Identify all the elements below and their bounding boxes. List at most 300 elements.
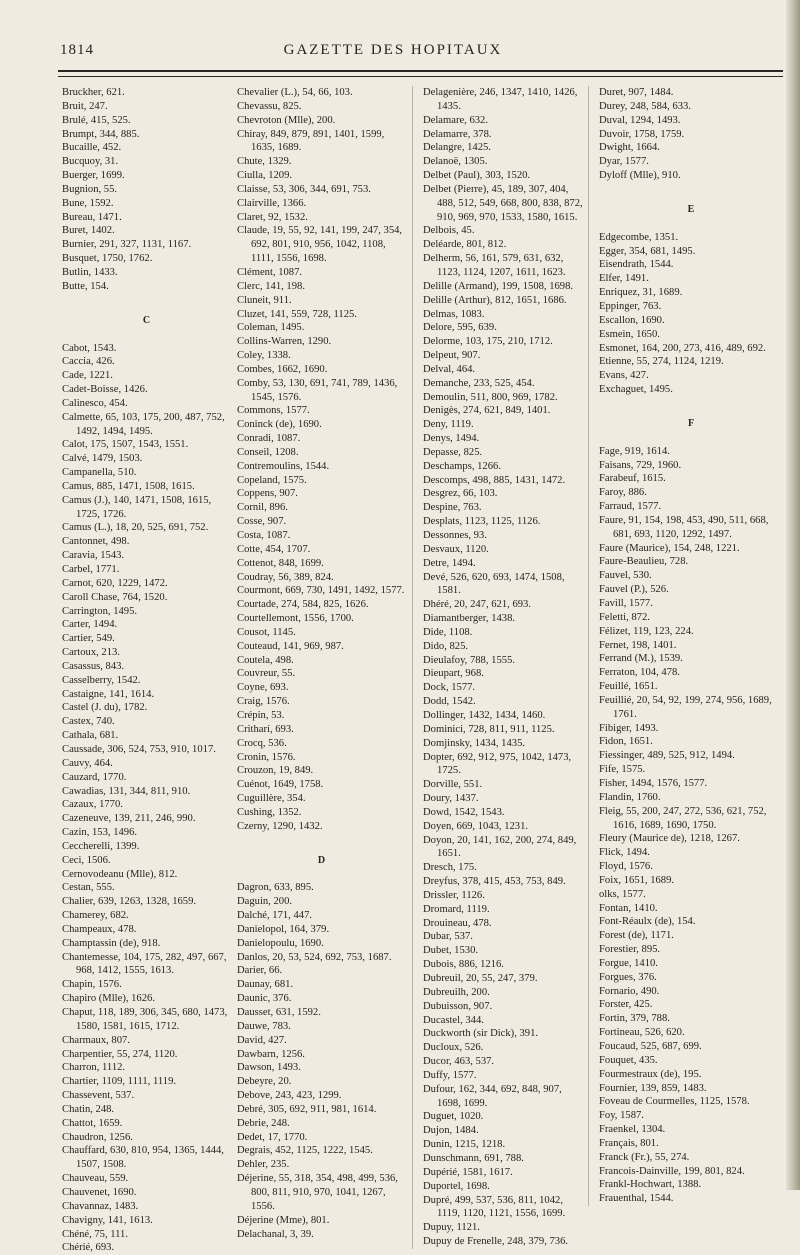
index-entry: Fauvel (P.), 526. [599,584,669,596]
header-rule-thick [58,70,783,72]
index-entry: Ciulla, 1209. [237,170,293,182]
index-entry: Clerc, 141, 198. [237,280,305,292]
index-entry: Duval, 1294, 1493. [599,114,681,126]
index-entry: Delorme, 103, 175, 210, 1712. [423,336,553,348]
index-entry: Cushing, 1352. [237,806,302,818]
index-entry: Desplats, 1123, 1125, 1126. [423,516,541,528]
index-entry: Courmont, 669, 730, 1491, 1492, 1577. [237,585,405,597]
index-entry: Bureau, 1471. [62,211,122,223]
index-entry: Desgrez, 66, 103. [423,488,498,500]
index-entry: Dresch, 175. [423,862,477,874]
index-entry: Dauwe, 783. [237,1020,291,1032]
index-entry: Doyen, 669, 1043, 1231. [423,820,529,832]
index-entry: Brulé, 415, 525. [62,114,131,126]
index-entry: Félizet, 119, 123, 224. [599,625,694,637]
index-entry: Dominici, 728, 811, 911, 1125. [423,723,555,735]
index-entry: Cluzet, 141, 559, 728, 1125. [237,308,357,320]
index-entry: Castaigne, 141, 1614. [62,688,155,700]
index-entry: Chavigny, 141, 1613. [62,1214,153,1226]
index-entry: Fouquet, 435. [599,1054,658,1066]
index-entry: Detre, 1494. [423,557,476,569]
index-entry: Contremoulins, 1544. [237,460,330,472]
index-entry: Faure (Maurice), 154, 248, 1221. [599,542,740,554]
index-entry: Cuénot, 1649, 1758. [237,779,324,791]
index-entry: Cuguillère, 354. [237,793,306,805]
index-entry: Deny, 1119. [423,419,474,431]
index-entry: Dido, 825. [423,640,469,652]
index-entry: Copeland, 1575. [237,474,307,486]
index-entry: Daunay, 681. [237,979,294,991]
index-entry: Feuillé, 1651. [599,681,658,693]
section-letter-heading: D [317,854,327,866]
index-entry: Enriquez, 31, 1689. [599,287,683,299]
index-entry: Crépin, 53. [237,709,285,721]
index-entry: Denigès, 274, 621, 849, 1401. [423,405,551,417]
index-entry: Cernovodeanu (Mlle), 812. [62,868,178,880]
index-entry: Buerger, 1699. [62,170,125,182]
index-entry: Debeyre, 20. [237,1076,292,1088]
index-entry: Chauvenet, 1690. [62,1186,137,1198]
index-entry: Cazin, 153, 1496. [62,827,138,839]
index-entry: Brumpt, 344, 885. [62,128,140,140]
index-entry: Chérié, 693. [62,1242,115,1254]
index-entry: Delachanal, 3, 39. [237,1228,314,1240]
index-entry: Frankl-Hochwart, 1388. [599,1179,702,1191]
index-entry: Flick, 1494. [599,847,650,859]
index-entry: Chaudron, 1256. [62,1131,133,1143]
index-entry: Dyloff (Mlle), 910. [599,170,681,182]
index-entry: Chauveau, 559. [62,1173,129,1185]
index-entry: Delbet (Paul), 303, 1520. [423,170,531,182]
index-entry: Delille (Armand), 199, 1508, 1698. [423,280,574,292]
index-entry: Calvé, 1479, 1503. [62,453,143,465]
index-entry: Déjerine (Mme), 801. [237,1214,330,1226]
index-entry: Dopter, 692, 912, 975, 1042, 1473, 1725. [423,751,572,777]
index-entry: Dawson, 1493. [237,1062,301,1074]
index-entry: Feletti, 872. [599,611,650,623]
index-entry: Cazeneuve, 139, 211, 246, 990. [62,813,196,825]
index-entry: Calinesco, 454. [62,397,128,409]
index-entry: Chavannaz, 1483. [62,1200,139,1212]
index-entry: Delamarre, 378. [423,128,492,140]
index-entry: Duffy, 1577. [423,1069,477,1081]
index-entry: Dausset, 631, 1592. [237,1007,321,1018]
index-entry: Daguin, 200. [237,896,293,908]
index-entry: Frauenthal, 1544. [599,1193,674,1205]
index-entry: Chatin, 248. [62,1103,115,1115]
index-entry: Faure, 91, 154, 198, 453, 490, 511, 668, 681, 693, 1120, 1292, 1497. [599,514,769,540]
index-entry: Fraenkel, 1304. [599,1124,666,1136]
index-entry: Fisher, 1494, 1576, 1577. [599,777,708,789]
index-entry: Cartoux, 213. [62,647,120,659]
index-entry: Dessonnes, 93. [423,530,487,541]
index-entry: Fournier, 139, 859, 1483. [599,1082,707,1094]
index-entry: Faroy, 886. [599,487,647,499]
index-entry: Dorville, 551. [423,779,483,791]
index-entry: Ceci, 1506. [62,854,111,866]
index-entry: Diamantberger, 1438. [423,613,516,625]
index-entry: Chassevent, 537. [62,1090,135,1102]
index-entry: Dromard, 1119. [423,903,490,915]
index-entry: Duret, 907, 1484. [599,87,674,98]
index-entry: Charron, 1112. [62,1062,126,1074]
index-entry: Evans, 427. [599,370,649,382]
index-entry: Danielopoulu, 1690. [237,937,324,949]
index-entry: Franck (Fr.), 55, 274. [599,1151,690,1163]
index-entry: Debré, 305, 692, 911, 981, 1614. [237,1103,377,1115]
index-entry: Claisse, 53, 306, 344, 691, 753. [237,183,371,195]
index-entry: Degrais, 452, 1125, 1222, 1545. [237,1145,373,1157]
index-entry: Faisans, 729, 1960. [599,459,682,471]
index-entry: Champeaux, 478. [62,923,137,935]
index-entry: Demoulin, 511, 800, 969, 1782. [423,391,558,403]
index-entry: Fleig, 55, 200, 247, 272, 536, 621, 752, 1616, 1689, 1690, 1750. [599,805,767,831]
index-entry: Camus (J.), 140, 1471, 1508, 1615, 1725, 1726. [62,494,212,520]
index-entry: Castex, 740. [62,716,115,728]
index-entry: Cartier, 549. [62,633,115,645]
index-entry: Casselberry, 1542. [62,674,141,686]
index-entry: Drissler, 1126. [423,889,485,901]
index-entry: Fortin, 379, 788. [599,1013,670,1025]
index-entry: Forestier, 895. [599,944,661,956]
index-entry: Charpentier, 55, 274, 1120. [62,1048,178,1060]
index-entry: Francois-Dainville, 199, 801, 824. [599,1165,745,1177]
index-entry: Clément, 1087. [237,266,303,278]
index-entry: Darier, 66. [237,965,283,977]
index-entry: Delore, 595, 639. [423,322,497,334]
index-column-1 [62,86,232,1255]
index-entry: Depasse, 825. [423,446,483,458]
index-entry: Fontan, 1410. [599,902,658,914]
index-entry: Fife, 1575. [599,764,646,776]
index-entry: Dalché, 171, 447. [237,910,313,922]
index-entry: Caccia, 426. [62,356,115,368]
index-entry: Domjinsky, 1434, 1435. [423,737,526,749]
index-entry: Coley, 1338. [237,350,291,362]
index-entry: Exchaguet, 1495. [599,384,673,396]
index-entry: Dock, 1577. [423,682,476,694]
index-entry: Chantemesse, 104, 175, 282, 497, 667, 968, 1412, 1555, 1613. [62,951,227,977]
index-entry: Collins-Warren, 1290. [237,336,332,348]
index-entry: Bruit, 247. [62,100,108,112]
index-entry: Chiray, 849, 879, 891, 1401, 1599, 1635, 1689. [237,128,385,154]
index-entry: Foix, 1651, 1689. [599,874,675,886]
index-entry: Etienne, 55, 274, 1124, 1219. [599,356,724,368]
index-entry: Carter, 1494. [62,619,118,631]
index-entry: Camus (L.), 18, 20, 525, 691, 752. [62,522,209,534]
index-entry: Czerny, 1290, 1432. [237,820,323,832]
index-entry: Chamerey, 682. [62,910,129,922]
index-entry: Couvreur, 55. [237,668,296,680]
index-entry: Eppinger, 763. [599,300,662,312]
index-entry: Coyne, 693. [237,682,289,694]
index-entry: Fage, 919, 1614. [599,445,670,457]
index-entry: Duportel, 1698. [423,1180,490,1192]
index-entry: Ducloux, 526. [423,1042,484,1054]
index-entry: Ferraton, 104, 478. [599,667,680,679]
index-entry: Delagenière, 246, 1347, 1410, 1426, 1435. [423,87,578,112]
index-entry: Costa, 1087. [237,530,291,541]
index-entry: Descomps, 498, 885, 1431, 1472. [423,474,566,486]
index-entry: Dide, 1108. [423,626,473,638]
index-entry: Commons, 1577. [237,405,310,417]
index-entry: Edgecombe, 1351. [599,231,679,243]
index-entry: Egger, 354, 681, 1495. [599,245,696,257]
index-entry: Chapiro (Mlle), 1626. [62,993,155,1005]
index-entry: Claude, 19, 55, 92, 141, 199, 247, 354, 692, 801, 910, 956, 1042, 1108, 1111, 1556, 1698. [237,225,403,265]
index-entry: Cluneit, 911. [237,294,292,306]
index-entry: Farabeuf, 1615. [599,473,666,485]
index-entry: Chéné, 75, 111. [62,1228,129,1240]
index-entry: Deléarde, 801, 812. [423,239,507,251]
index-entry: Fleury (Maurice de), 1218, 1267. [599,833,740,845]
index-entry: Calot, 175, 1507, 1543, 1551. [62,439,189,451]
index-entry: Fernet, 198, 1401. [599,639,677,651]
index-entry: Carnot, 620, 1229, 1472. [62,577,168,589]
index-entry: Dujon, 1484. [423,1125,479,1137]
index-entry: Farraud, 1577. [599,501,662,513]
index-entry: Couteaud, 141, 969, 987. [237,640,344,652]
index-entry: Dollinger, 1432, 1434, 1460. [423,709,546,721]
index-entry: Ceccherelli, 1399. [62,840,140,852]
index-entry: Calmette, 65, 103, 175, 200, 487, 752, 1492, 1494, 1495. [62,411,225,437]
index-entry: Cottenot, 848, 1699. [237,557,324,569]
index-entry: Courtellemont, 1556, 1700. [237,613,354,625]
index-entry: Dubreuilh, 200. [423,986,490,998]
section-letter-heading: F [687,417,696,429]
index-entry: Buret, 1402. [62,225,115,237]
index-entry: Daunic, 376. [237,993,292,1005]
section-letter-heading: E [687,203,696,215]
index-entry: Busquet, 1750, 1762. [62,253,153,265]
index-entry: olks, 1577. [599,888,646,900]
index-entry: Delbois, 45. [423,225,475,237]
index-entry: Dedet, 17, 1770. [237,1131,308,1143]
index-column-4 [588,86,784,1206]
index-entry: Dunin, 1215, 1218. [423,1139,506,1151]
section-letter-heading: C [142,314,152,326]
index-entry: Duvoir, 1758, 1759. [599,128,685,140]
index-column-2 [237,86,407,1241]
header-rule-thin [58,76,783,77]
index-entry: Dubet, 1530. [423,945,479,957]
index-entry: Dagron, 633, 895. [237,882,314,894]
index-entry: Cosse, 907. [237,516,287,528]
index-entry: Castel (J. du), 1782. [62,702,148,714]
index-entry: Dupuy, 1121. [423,1222,480,1234]
index-entry: Bruckher, 621. [62,87,125,98]
index-entry: Cade, 1221. [62,370,113,382]
index-entry: Despine, 763. [423,502,482,514]
index-entry: Chapin, 1576. [62,979,122,991]
index-entry: Forest (de), 1171. [599,930,674,942]
index-entry: Chute, 1329. [237,156,292,168]
index-entry: Cronin, 1576. [237,751,296,763]
index-entry: Demanche, 233, 525, 454. [423,377,535,389]
index-entry: Dawbarn, 1256. [237,1048,305,1060]
index-entry: Debove, 243, 423, 1299. [237,1090,342,1102]
index-entry: Drouineau, 478. [423,917,492,929]
index-entry: Cazaux, 1770. [62,799,123,811]
index-entry: Caussade, 306, 524, 753, 910, 1017. [62,743,216,755]
page-spine-shadow [786,0,800,1190]
index-entry: Dodd, 1542. [423,696,476,708]
index-entry: Dufour, 162, 344, 692, 848, 907, 1698, 1699. [423,1083,562,1109]
index-entry: Cathala, 681. [62,730,119,742]
index-entry: Dunschmann, 691, 788. [423,1152,524,1164]
index-entry: Foucaud, 525, 687, 699. [599,1041,702,1052]
index-entry: Danielopol, 164, 379. [237,923,330,935]
index-entry: Dyar, 1577. [599,156,649,168]
index-entry: Delmas, 1083. [423,308,485,320]
index-entry: Caroll Chase, 764, 1520. [62,591,168,603]
index-entry: Bucquoy, 31. [62,156,119,168]
index-entry: Dwight, 1664. [599,142,660,154]
index-entry: Bune, 1592. [62,197,114,209]
index-entry: Cousot, 1145. [237,626,296,638]
index-entry: Fortineau, 526, 620. [599,1027,685,1039]
index-entry: Carbel, 1771. [62,564,120,575]
index-entry: Delval, 464. [423,363,476,375]
index-entry: Floyd, 1576. [599,861,653,873]
index-entry: Crocq, 536. [237,737,287,749]
index-entry: Chevalier (L.), 54, 66, 103. [237,87,353,98]
index-entry: Cotte, 454, 1707. [237,543,311,555]
index-entry: Ducastel, 344. [423,1014,484,1026]
index-entry: Déjerine, 55, 318, 354, 498, 499, 536, 800, 811, 910, 970, 1041, 1267, 1556. [237,1173,398,1212]
index-entry: Esmonet, 164, 200, 273, 416, 489, 692. [599,342,766,354]
index-entry: Faure-Beaulieu, 728. [599,556,689,568]
index-entry: Fidon, 1651. [599,736,653,748]
index-entry: Doyon, 20, 141, 162, 200, 274, 849, 1651. [423,834,577,860]
index-entry: David, 427. [237,1034,287,1046]
index-entry: Chartier, 1109, 1111, 1119. [62,1076,177,1088]
index-entry: Escallon, 1690. [599,314,665,326]
index-entry: Casassus, 843. [62,660,125,672]
index-entry: Combes, 1662, 1690. [237,363,328,375]
index-column-3 [412,86,584,1249]
index-entry: Butte, 154. [62,280,109,292]
index-entry: Bucaille, 452. [62,142,122,154]
index-entry: Carrington, 1495. [62,605,138,617]
index-entry: Chattot, 1659. [62,1117,123,1129]
index-entry: Dubuisson, 907. [423,1000,493,1012]
index-entry: Courtade, 274, 584, 825, 1626. [237,599,369,611]
index-entry: Delbet (Pierre), 45, 189, 307, 404, 488, 512, 549, 668, 800, 838, 872, 910, 969, 970, 1533, 1580, 1615. [423,183,583,223]
index-entry: Craig, 1576. [237,696,290,708]
index-entry: Durey, 248, 584, 633. [599,100,691,112]
index-entry: Comby, 53, 130, 691, 741, 789, 1436, 1545, 1576. [237,377,398,403]
index-entry: Feuillié, 20, 54, 92, 199, 274, 956, 1689, 1761. [599,694,772,720]
index-entry: Dubreuil, 20, 55, 247, 379. [423,973,538,984]
index-entry: Devé, 526, 620, 693, 1474, 1508, 1581. [423,571,565,597]
index-entry: Campanella, 510. [62,467,137,479]
index-entry: Coleman, 1495. [237,322,305,334]
index-entry: Debrie, 248. [237,1117,290,1129]
index-entry: Burnier, 291, 327, 1131, 1167. [62,239,192,251]
index-entry: Champtassin (de), 918. [62,937,161,949]
index-entry: Cawadias, 131, 344, 811, 910. [62,785,191,797]
running-title: GAZETTE DES HOPITAUX [283,42,503,58]
index-entry: Forster, 425. [599,999,653,1011]
index-entry: Coninck (de), 1690. [237,419,322,431]
index-entry: Fibiger, 1493. [599,722,659,734]
index-entry: Critharí, 693. [237,723,294,735]
index-entry: Fornario, 490. [599,985,660,997]
index-entry: Dowd, 1542, 1543. [423,806,505,818]
index-entry: Cauzard, 1770. [62,771,127,783]
index-entry: Foy, 1587. [599,1110,644,1122]
index-entry: Delherm, 56, 161, 579, 631, 632, 1123, 1124, 1207, 1611, 1623. [423,253,566,278]
index-entry: Clairville, 1366. [237,197,307,209]
index-entry: Coppens, 907. [237,488,298,500]
index-entry: Dubois, 886, 1216. [423,959,504,971]
index-entry: Cantonnet, 498. [62,536,130,548]
index-entry: Caravia, 1543. [62,550,125,562]
index-entry: Cauvy, 464. [62,757,113,769]
index-entry: Duguet, 1020. [423,1111,484,1123]
index-entry: Ferrand (M.), 1539. [599,653,683,665]
index-entry: Fourmestraux (de), 195. [599,1068,702,1080]
index-entry: Coutela, 498. [237,654,294,666]
index-entry: Cadet-Boisse, 1426. [62,384,148,396]
index-entry: Cabot, 1543. [62,342,117,354]
index-entry: Dieupart, 968. [423,668,484,680]
index-entry: Chaput, 118, 189, 306, 345, 680, 1473, 1580, 1581, 1615, 1712. [62,1007,228,1032]
index-entry: Cornil, 896. [237,502,288,514]
index-entry: Dupérié, 1581, 1617. [423,1166,513,1178]
index-entry: Fiessinger, 489, 525, 912, 1494. [599,750,735,762]
index-entry: Delangre, 1425. [423,142,491,154]
index-entry: Esmein, 1650. [599,328,660,340]
index-entry: Desvaux, 1120. [423,543,489,555]
index-entry: Delpeut, 907. [423,350,481,362]
index-entry: Crouzon, 19, 849. [237,765,314,777]
index-entry: Duckworth (sir Dick), 391. [423,1028,539,1040]
index-entry: Claret, 92, 1532. [237,211,308,223]
index-entry: Font-Réaulx (de), 154. [599,916,696,928]
index-entry: Chalier, 639, 1263, 1328, 1659. [62,896,197,908]
index-entry: Ducor, 463, 537. [423,1056,495,1068]
index-entry: Danlos, 20, 53, 524, 692, 753, 1687. [237,951,392,963]
index-entry: Chevassu, 825. [237,100,302,112]
page-number: 1814 [60,42,94,58]
index-entry: Conradi, 1087. [237,433,301,445]
index-entry: Cestan, 555. [62,882,115,894]
index-entry: Deschamps, 1266. [423,460,501,472]
index-entry: Dubar, 537. [423,931,473,943]
index-entry: Butlin, 1433. [62,266,118,278]
index-entry: Conseil, 1208. [237,446,299,458]
index-entry: Coudray, 56, 389, 824. [237,571,334,583]
index-entry: Français, 801. [599,1137,659,1149]
index-entry: Favill, 1577. [599,598,653,609]
index-entry: Flandin, 1760. [599,791,661,803]
index-entry: Chauffard, 630, 810, 954, 1365, 1444, 1507, 1508. [62,1145,224,1171]
index-entry: Dhéré, 20, 247, 621, 693. [423,599,531,611]
index-entry: Denys, 1494. [423,433,480,445]
index-entry: Doury, 1437. [423,793,479,805]
index-entry: Chevroton (Mlle), 200. [237,114,336,126]
index-entry: Charmaux, 807. [62,1034,130,1046]
index-entry: Dehler, 235. [237,1159,290,1171]
index-entry: Elfer, 1491. [599,273,649,285]
index-entry: Eisendrath, 1544. [599,259,674,271]
index-entry: Delanoë, 1305. [423,156,488,168]
index-entry: Forgue, 1410. [599,957,658,969]
index-entry: Forgues, 376. [599,971,657,983]
index-entry: Dieulafoy, 788, 1555. [423,654,515,666]
